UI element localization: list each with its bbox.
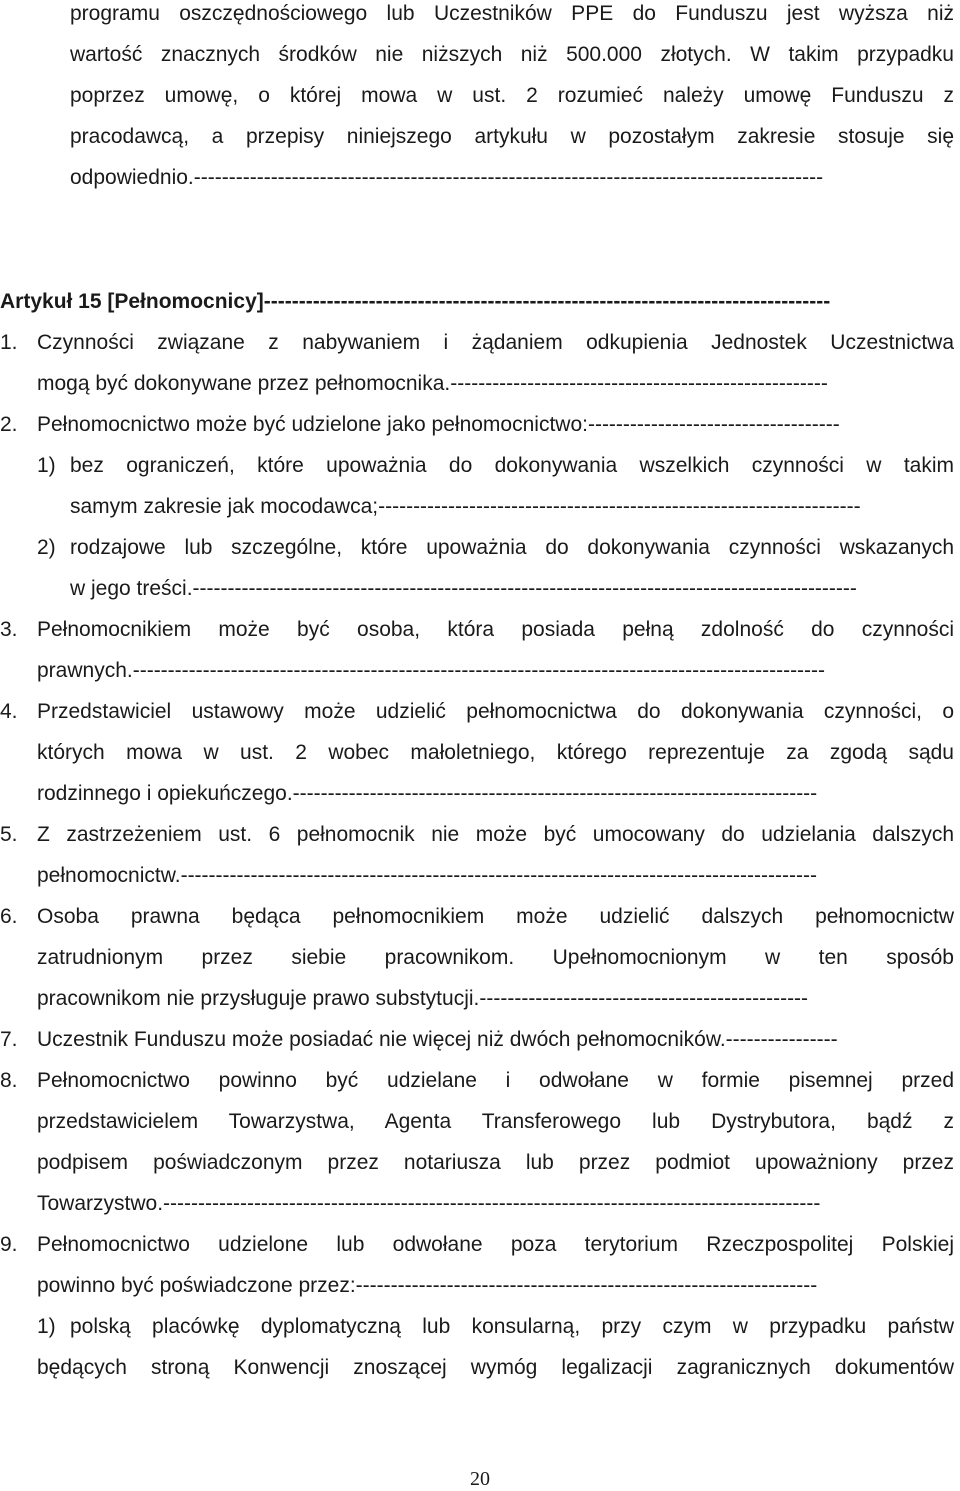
item-line: mogą być dokonywane przez pełnomocnika.------------------------------------------------------ — [37, 372, 828, 395]
intro-line-3: poprzez umowę, o której mowa w ust. 2 rozumieć należy umowę Funduszu z — [70, 84, 954, 107]
item-line: powinno być poświadczone przez:------------------------------------------------------------------ — [37, 1274, 818, 1297]
intro-line-1: programu oszczędnościowego lub Uczestników PPE do Funduszu jest wyższa niż — [70, 2, 954, 25]
article-heading: Artykuł 15 [Pełnomocnicy]--------------------------------------------------------------------------------- — [0, 290, 831, 313]
item-line: pracownikom nie przysługuje prawo substytucji.----------------------------------------------- — [37, 987, 809, 1010]
subitem-number: 1) — [37, 1315, 56, 1338]
item-number: 4. — [0, 700, 18, 723]
item-line: Pełnomocnictwo może być udzielone jako pełnomocnictwo:------------------------------------ — [37, 413, 840, 436]
item-line: Pełnomocnictwo powinno być udzielane i odwołane w formie pisemnej przed — [37, 1069, 954, 1092]
item-line: Czynności związane z nabywaniem i żądaniem odkupienia Jednostek Uczestnictwa — [37, 331, 954, 354]
item-line: prawnych.--------------------------------------------------------------------------------------------------- — [37, 659, 826, 682]
item-line: Uczestnik Funduszu może posiadać nie więcej niż dwóch pełnomocników.---------------- — [37, 1028, 838, 1051]
item-number: 1. — [0, 331, 18, 354]
item-number: 8. — [0, 1069, 18, 1092]
subitem-line: w jego treści.----------------------------------------------------------------------------------------------- — [70, 577, 857, 600]
subitem-line: bez ograniczeń, które upoważnia do dokonywania wszelkich czynności w takim — [70, 454, 954, 477]
subitem-number: 2) — [37, 536, 56, 559]
item-line: Z zastrzeżeniem ust. 6 pełnomocnik nie może być umocowany do udzielania dalszych — [37, 823, 954, 846]
item-line: Pełnomocnikiem może być osoba, która posiada pełną zdolność do czynności — [37, 618, 954, 641]
intro-line-2: wartość znacznych środków nie niższych niż 500.000 złotych. W takim przypadku — [70, 43, 954, 66]
item-line: rodzinnego i opiekuńczego.--------------------------------------------------------------------------- — [37, 782, 818, 805]
item-number: 2. — [0, 413, 18, 436]
item-number: 9. — [0, 1233, 18, 1256]
item-line: przedstawicielem Towarzystwa, Agenta Transferowego lub Dystrybutora, bądź z — [37, 1110, 954, 1133]
item-line: podpisem poświadczonym przez notariusza lub przez podmiot upoważniony przez — [37, 1151, 954, 1174]
item-line: Osoba prawna będąca pełnomocnikiem może udzielić dalszych pełnomocnictw — [37, 905, 954, 928]
item-line: Przedstawiciel ustawowy może udzielić pełnomocnictwa do dokonywania czynności, o — [37, 700, 954, 723]
subitem-line: samym zakresie jak mocodawca;--------------------------------------------------------------------- — [70, 495, 861, 518]
item-line: których mowa w ust. 2 wobec małoletniego, którego reprezentuje za zgodą sądu — [37, 741, 954, 764]
intro-line-4: pracodawcą, a przepisy niniejszego artykułu w pozostałym zakresie stosuje się — [70, 125, 954, 148]
intro-line-5: odpowiednio.------------------------------------------------------------------------------------------ — [70, 166, 824, 189]
item-line: Pełnomocnictwo udzielone lub odwołane poza terytorium Rzeczpospolitej Polskiej — [37, 1233, 954, 1256]
item-number: 3. — [0, 618, 18, 641]
subitem-line: będących stroną Konwencji znoszącej wymóg legalizacji zagranicznych dokumentów — [37, 1356, 954, 1379]
item-number: 5. — [0, 823, 18, 846]
page-number: 20 — [470, 1468, 490, 1490]
item-number: 6. — [0, 905, 18, 928]
subitem-line: polską placówkę dyplomatyczną lub konsularną, przy czym w przypadku państw — [70, 1315, 954, 1338]
item-line: pełnomocnictw.------------------------------------------------------------------------------------------- — [37, 864, 817, 887]
item-line: zatrudnionym przez siebie pracownikom. Upełnomocnionym w ten sposób — [37, 946, 954, 969]
item-line: Towarzystwo.---------------------------------------------------------------------------------------------- — [37, 1192, 821, 1215]
subitem-line: rodzajowe lub szczególne, które upoważnia do dokonywania czynności wskazanych — [70, 536, 954, 559]
item-number: 7. — [0, 1028, 18, 1051]
subitem-number: 1) — [37, 454, 56, 477]
